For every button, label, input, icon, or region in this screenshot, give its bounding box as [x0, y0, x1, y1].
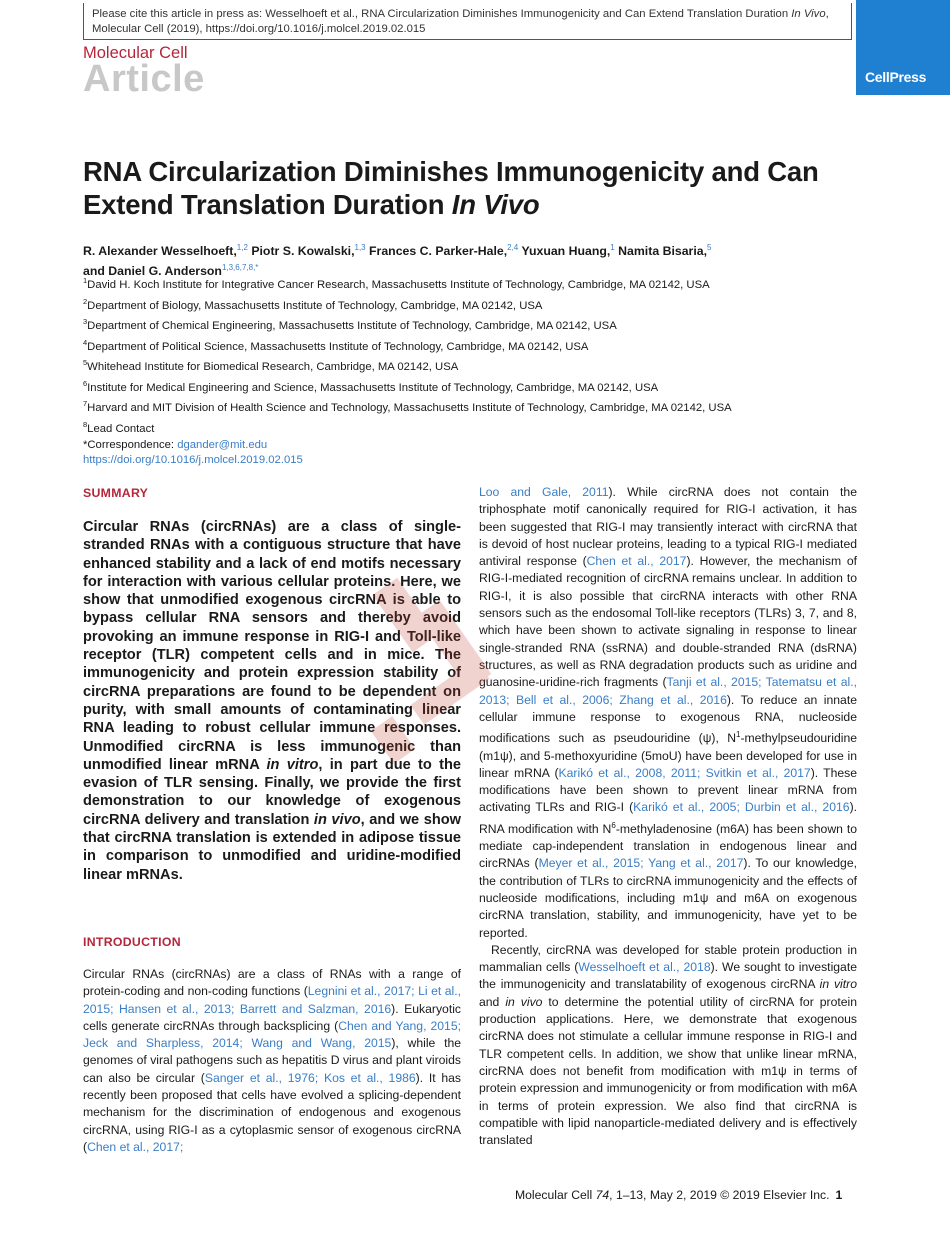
- correspondence: [83, 438, 883, 454]
- cellpress-logo-text: CellPress: [865, 69, 927, 85]
- author-affiliation-ref[interactable]: 1,3: [354, 243, 366, 252]
- summary-part: Circular RNAs (circRNAs) are a class of single-stranded RNAs with a contiguous structure that have enhanced stability and a lack of end motifs necessary for interaction with various cellular proteins. Here, we show that unmodified exogenous circRNA is able to bypass cellular RNA sensors and thereby avoid provoking an immune response in RIG-I and Toll-like receptor (TLR) competent cells and in mice. The immunogenicity and protein expression stability of circRNA preparations are found to be dependent on purity, with small amounts of contaminating linear RNA leading to robust cellular immune responses. Unmodified circRNA is less immunogenic than unmodified linear mRNA: [83, 519, 461, 773]
- correspondence-label: *Correspondence:: [83, 438, 178, 451]
- citation-link[interactable]: Legnini et al., 2017; Li et al., 2015; Hansen et al., 2013; Barrett and Salzman, 2016: [83, 984, 462, 1016]
- author-name[interactable]: R. Alexander Wesselhoeft,: [83, 244, 237, 259]
- author-name[interactable]: Piotr S. Kowalski,: [251, 244, 355, 259]
- introduction-heading: INTRODUCTION: [83, 935, 181, 949]
- superscript: 1: [736, 730, 741, 740]
- author-name[interactable]: and Daniel G. Anderson: [83, 263, 222, 278]
- summary-heading: SUMMARY: [83, 486, 149, 500]
- affiliation-number: 3: [83, 317, 88, 327]
- body-text: ). We sought to investigate the immunogenicity and translatability of exogenous circRNA: [479, 960, 857, 992]
- affiliation-number: 5: [83, 358, 88, 368]
- citation-link[interactable]: Chen and Yang, 2015; Jeck and Sharpless, 2014; Wang and Wang, 2015: [83, 1018, 461, 1051]
- article-type-label: Article: [83, 58, 205, 100]
- affiliation-text: Harvard and MIT Division of Health Science and Technology, Massachusetts Institute of Technology, Cambridge, MA 02142, USA: [87, 402, 732, 415]
- title-main: RNA Circularization Diminishes Immunogenicity and Can Extend Translation Duration: [83, 156, 819, 220]
- citation-line-1: Please cite this article in press as: Wesselhoeft et al., RNA Circularization Diminishes Immunogenicity and Can Extend Translation Duration: [92, 8, 792, 20]
- summary-text: [83, 518, 461, 884]
- body-text: ). These modifications have been shown to prevent linear mRNA from activating TLRs and RIG-I (: [479, 765, 858, 815]
- author-name[interactable]: Namita Bisaria,: [618, 244, 708, 259]
- affiliation-item: [83, 355, 883, 376]
- intro-text: ). It has recently been proposed that cells have evolved a splicing-dependent mechanism for the discrimination of endogenous and exogenous circRNA, using RIG-I as a cytoplasmic sensor of exogenous circRNA (: [83, 1070, 461, 1154]
- footer-volume: 74: [595, 1188, 610, 1202]
- right-column-text: [479, 484, 857, 1149]
- summary-italic: in vivo: [313, 811, 361, 828]
- citation-link[interactable]: Wesselhoeft et al., 2018: [578, 960, 711, 975]
- body-text: and: [479, 994, 506, 1009]
- author-affiliation-ref[interactable]: 1,2: [236, 243, 248, 252]
- intro-text: ). Eukaryotic cells generate circRNAs through backsplicing (: [83, 1001, 462, 1033]
- cellpress-logo[interactable]: [856, 0, 950, 95]
- page-footer: [515, 1188, 842, 1202]
- author-name[interactable]: Frances C. Parker-Hale,: [369, 244, 508, 259]
- body-text: ). However, the mechanism of RIG-I-mediated recognition of circRNA remains unclear. In addition to RIG-I, it is also possible that circRNA interacts with other RNA sensors such as the endosomal Toll-like receptors (TLRs) 3, 7, and 8, which have been shown to activate signaling in response to linear single-stranded RNA (ssRNA) and double-stranded RNA (dsRNA) structures, as well as RNA degradation products such as uridine and guanosine-uridine-rich fragments (: [479, 554, 857, 690]
- title-italic: In Vivo: [451, 189, 540, 220]
- affiliation-text: Lead Contact: [87, 422, 155, 435]
- citation-link[interactable]: Loo and Gale, 2011: [479, 485, 609, 499]
- intro-text: ), while the genomes of viral pathogens such as hepatitis D virus and plant viroids can also be circular (: [83, 1036, 462, 1085]
- summary-part: , and we show that circRNA translation is extended in adipose tissue in comparison to unmodified and uridine-modified linear mRNAs.: [83, 811, 461, 883]
- affiliation-text: Institute for Medical Engineering and Science, Massachusetts Institute of Technology, Cambridge, MA 02142, USA: [87, 381, 659, 394]
- body-italic: in vitro: [819, 977, 857, 992]
- citation-link[interactable]: Karikó et al., 2008, 2011; Svitkin et al., 2017: [558, 765, 811, 780]
- affiliation-text: Department of Political Science, Massachusetts Institute of Technology, Cambridge, MA 02142, USA: [87, 340, 589, 353]
- body-text: to determine the potential utility of circRNA for protein production applications. Here, we demonstrate that exogenous circRNA does not stimulate a cellular immune response in RIG-I and TLR competent cells. In addition, we show that unlike linear mRNA, circRNA does not benefit from modification with m1ψ in terms of protein expression and immunogenicity or from modification with m6A in terms of protein expression. We also find that circRNA is compatible with lipid nanoparticle-mediated delivery and is effectively translated: [479, 994, 857, 1148]
- footer-journal: Molecular Cell: [515, 1188, 596, 1202]
- citation-link[interactable]: Meyer et al., 2015; Yang et al., 2017: [538, 856, 744, 871]
- citation-line-1-italic: In Vivo: [791, 8, 826, 20]
- affiliation-number: 4: [83, 337, 88, 347]
- superscript: 6: [611, 820, 616, 830]
- citation-link[interactable]: Tanji et al., 2015; Tatematsu et al., 2013; Bell et al., 2006; Zhang et al., 2016: [479, 675, 857, 707]
- affiliation-number: 2: [83, 296, 88, 306]
- body-italic: in vivo: [505, 994, 543, 1009]
- affiliation-item: [83, 335, 883, 356]
- affiliation-item: [83, 396, 883, 417]
- summary-italic: in vitro: [266, 756, 319, 773]
- body-text: ). While circRNA does not contain the triphosphate motif canonically required for RIG-I activation, it has been suggested that RIG-I may transiently interact with circRNA that is devoid of host nuclear proteins, leading to a typical RIG-I mediated antiviral response (: [479, 485, 857, 569]
- doi-link[interactable]: https://doi.org/10.1016/j.molcel.2019.02.015: [83, 454, 303, 467]
- affiliation-item: [83, 376, 883, 397]
- affiliation-text: Whitehead Institute for Biomedical Research, Cambridge, MA 02142, USA: [87, 361, 459, 374]
- affiliation-item: [83, 294, 883, 315]
- body-text: ). To our knowledge, the contribution of TLRs to circRNA immunogenicity and the effects of nucleoside modifications, including m1ψ and m6A on exogenous circRNA translation, stability, and immunogenicity, have yet to be reported.: [479, 856, 857, 940]
- introduction-text: [83, 966, 461, 1156]
- author-name[interactable]: Yuxuan Huang,: [521, 244, 611, 259]
- citation-link[interactable]: Chen et al., 2017: [586, 554, 687, 569]
- citation-line-2: Molecular Cell (2019), https://doi.org/10.1016/j.molcel.2019.02.015: [92, 23, 426, 35]
- affiliation-item: [83, 273, 883, 294]
- intro-text: Circular RNAs (circRNAs) are a class of RNAs with a range of protein-coding and non-coding functions (: [83, 967, 461, 999]
- author-affiliation-ref[interactable]: 1,3,6,7,8,*: [221, 262, 259, 272]
- body-text: Recently, circRNA was developed for stable protein production in mammalian cells (: [479, 942, 857, 975]
- citation-line-1-end: ,: [825, 8, 829, 20]
- citation-link[interactable]: Sanger et al., 1976; Kos et al., 1986: [204, 1070, 416, 1085]
- body-text: -methyladenosine (m6A) has been shown to mediate cap-independent translation in endogenous linear and circRNAs (: [479, 821, 857, 871]
- affiliation-number: 1: [83, 276, 88, 285]
- affiliations: [83, 273, 883, 469]
- footer-details: , 1–13, May 2, 2019 © 2019 Elsevier Inc.: [609, 1188, 830, 1202]
- summary-part: , in part due to the evasion of TLR sensing. Finally, we provide the first demonstration to our knowledge of exogenous circRNA delivery and translation: [83, 756, 461, 828]
- affiliation-text: Department of Chemical Engineering, Massachusetts Institute of Technology, Cambridge, MA 02142, USA: [87, 319, 617, 332]
- affiliation-item: [83, 417, 883, 438]
- correspondence-email-link[interactable]: dgander@mit.edu: [177, 438, 268, 451]
- affiliation-number: 7: [83, 399, 88, 409]
- author-affiliation-ref[interactable]: 2,4: [507, 243, 519, 252]
- citation-notice: [83, 3, 852, 40]
- affiliation-text: Department of Biology, Massachusetts Institute of Technology, Cambridge, MA 02142, USA: [87, 299, 543, 312]
- citation-link[interactable]: Chen et al., 2017;: [87, 1139, 184, 1154]
- article-title: [83, 155, 843, 221]
- affiliation-item: [83, 314, 883, 335]
- affiliation-number: 6: [83, 378, 88, 388]
- affiliation-text: David H. Koch Institute for Integrative Cancer Research, Massachusetts Institute of Technology, Cambridge, MA 02142, USA: [87, 278, 710, 291]
- page-number: 1: [835, 1188, 843, 1202]
- body-text: ). To reduce an innate cellular immune response to exogenous RNA, nucleoside modifications such as pseudouridine (ψ), N: [479, 692, 857, 746]
- body-text: ). RNA modification with N: [479, 800, 858, 836]
- citation-link[interactable]: Karikó et al., 2005; Durbin et al., 2016: [633, 800, 850, 815]
- body-text: -methylpseudouridine (m1ψ), and 5-methoxyuridine (5moU) have been developed for use in linear mRNA (: [479, 731, 857, 780]
- affiliation-number: 8: [83, 419, 88, 429]
- author-affiliation-ref[interactable]: 5: [707, 243, 712, 252]
- journal-name: Molecular Cell: [83, 44, 188, 62]
- author-affiliation-ref[interactable]: 1: [610, 243, 615, 252]
